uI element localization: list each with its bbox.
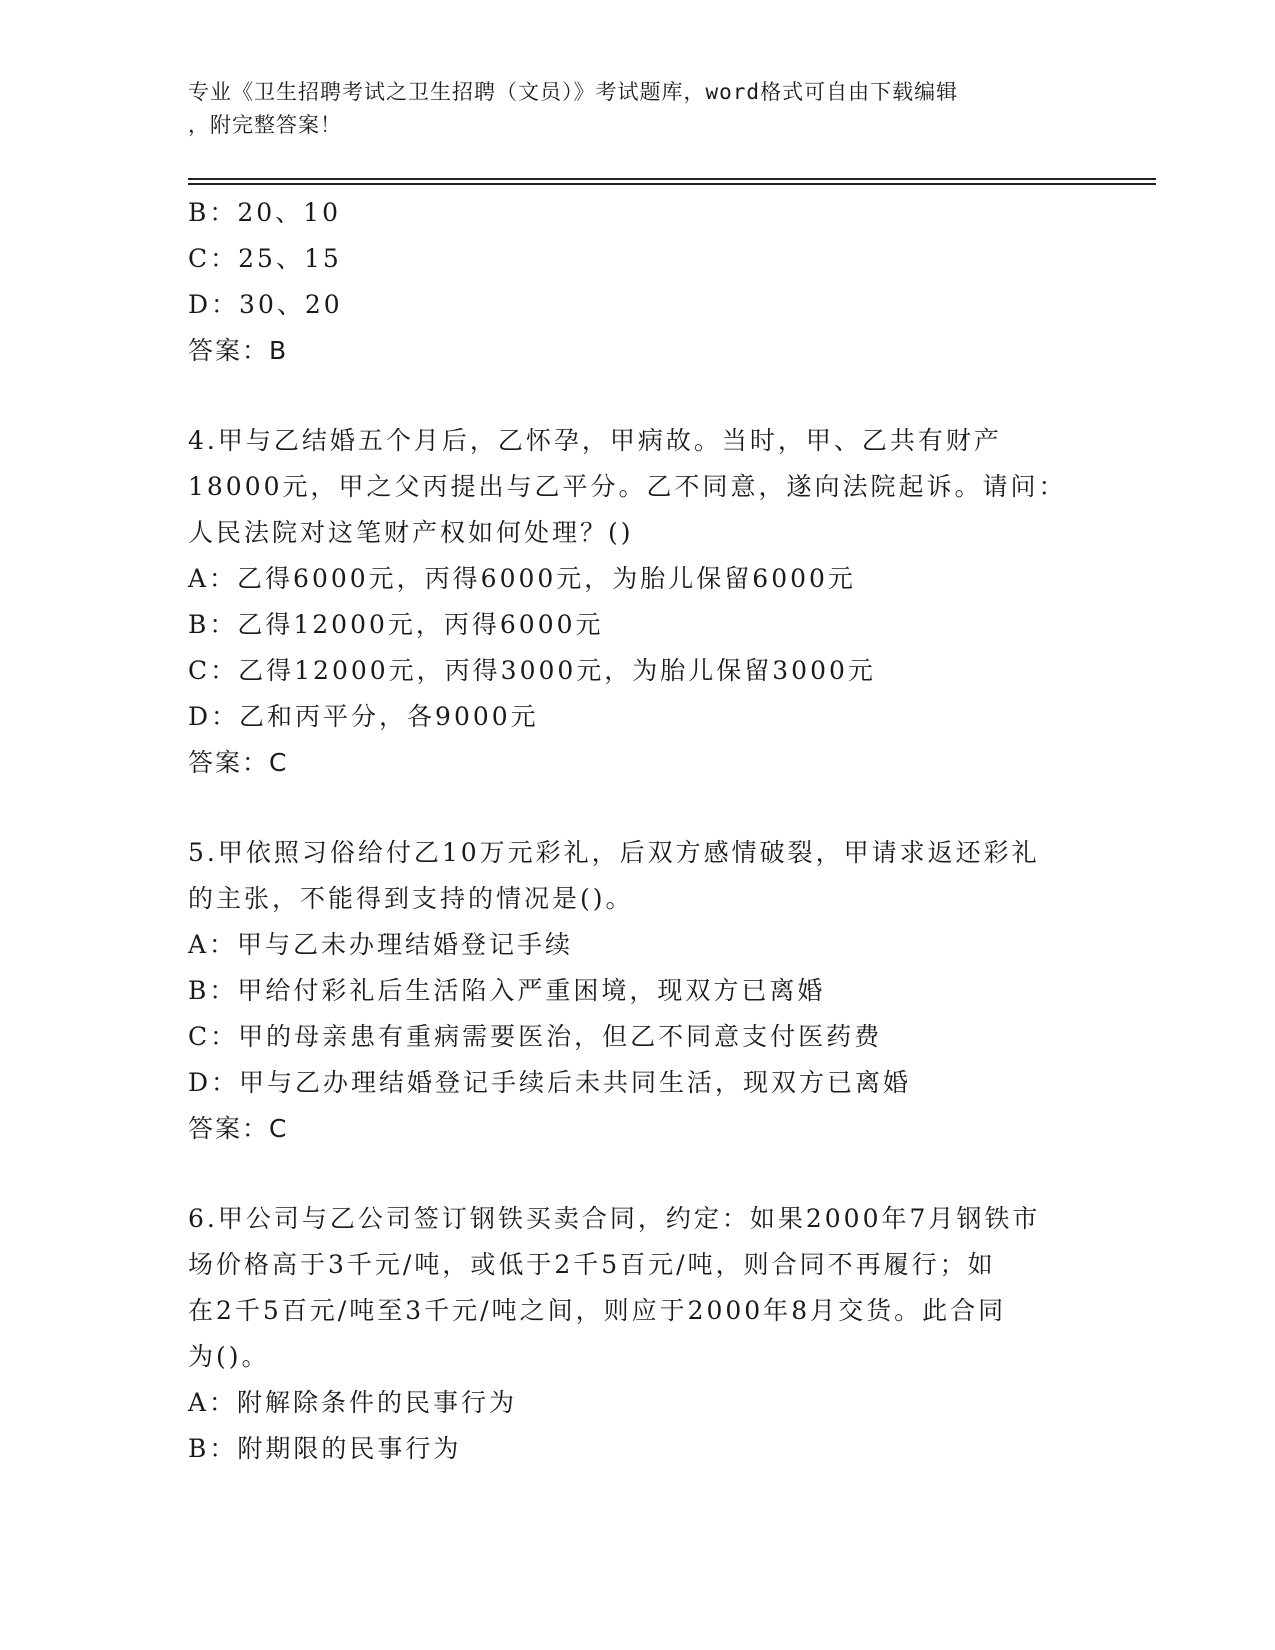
question-5 xyxy=(188,830,1088,1152)
option-a: A：乙得6000元，丙得6000元，为胎儿保留6000元 xyxy=(188,564,856,593)
question-3-tail xyxy=(188,190,1088,374)
header-divider-bottom xyxy=(188,183,1156,185)
option-b: B：乙得12000元，丙得6000元 xyxy=(188,610,604,639)
question-6 xyxy=(188,1196,1088,1472)
question-stem-line: 场价格高于3千元/吨，或低于2千5百元/吨，则合同不再履行；如 xyxy=(188,1250,996,1279)
question-stem-line: 人民法院对这笔财产权如何处理？() xyxy=(188,518,634,547)
question-list xyxy=(188,190,1088,1472)
header-divider-top xyxy=(188,178,1156,180)
option-d: D：甲与乙办理结婚登记手续后未共同生活，现双方已离婚 xyxy=(188,1068,912,1097)
answer-line: 答案：C xyxy=(188,1114,289,1143)
question-stem-line: 6.甲公司与乙公司签订钢铁买卖合同，约定：如果2000年7月钢铁市 xyxy=(188,1204,1041,1233)
option-c: C：25、15 xyxy=(188,244,342,273)
option-b: B：附期限的民事行为 xyxy=(188,1434,462,1463)
option-a: A：甲与乙未办理结婚登记手续 xyxy=(188,930,574,959)
question-stem-line: 5.甲依照习俗给付乙10万元彩礼，后双方感情破裂，甲请求返还彩礼 xyxy=(188,838,1040,867)
question-stem-line: 18000元，甲之父丙提出与乙平分。乙不同意，遂向法院起诉。请问： xyxy=(188,472,1067,501)
option-b: B：甲给付彩礼后生活陷入严重困境，现双方已离婚 xyxy=(188,976,826,1005)
option-d: D：30、20 xyxy=(188,290,343,319)
option-b: B：20、10 xyxy=(188,198,341,227)
question-4 xyxy=(188,418,1088,786)
answer-line: 答案：C xyxy=(188,748,289,777)
header-line-1: 专业《卫生招聘考试之卫生招聘（文员）》考试题库，word格式可自由下载编辑 xyxy=(188,80,959,104)
answer-line: 答案：B xyxy=(188,336,289,365)
document-header xyxy=(188,76,1068,142)
header-line-2: ，附完整答案！ xyxy=(188,113,342,137)
question-stem-line: 4.甲与乙结婚五个月后，乙怀孕，甲病故。当时，甲、乙共有财产 xyxy=(188,426,1002,455)
option-c: C：乙得12000元，丙得3000元，为胎儿保留3000元 xyxy=(188,656,876,685)
option-d: D：乙和丙平分，各9000元 xyxy=(188,702,539,731)
option-a: A：附解除条件的民事行为 xyxy=(188,1388,518,1417)
question-stem-line: 在2千5百元/吨至3千元/吨之间，则应于2000年8月交货。此合同 xyxy=(188,1296,1007,1325)
question-stem-line: 为()。 xyxy=(188,1342,270,1371)
option-c: C：甲的母亲患有重病需要医治，但乙不同意支付医药费 xyxy=(188,1022,883,1051)
question-stem-line: 的主张，不能得到支持的情况是()。 xyxy=(188,884,634,913)
